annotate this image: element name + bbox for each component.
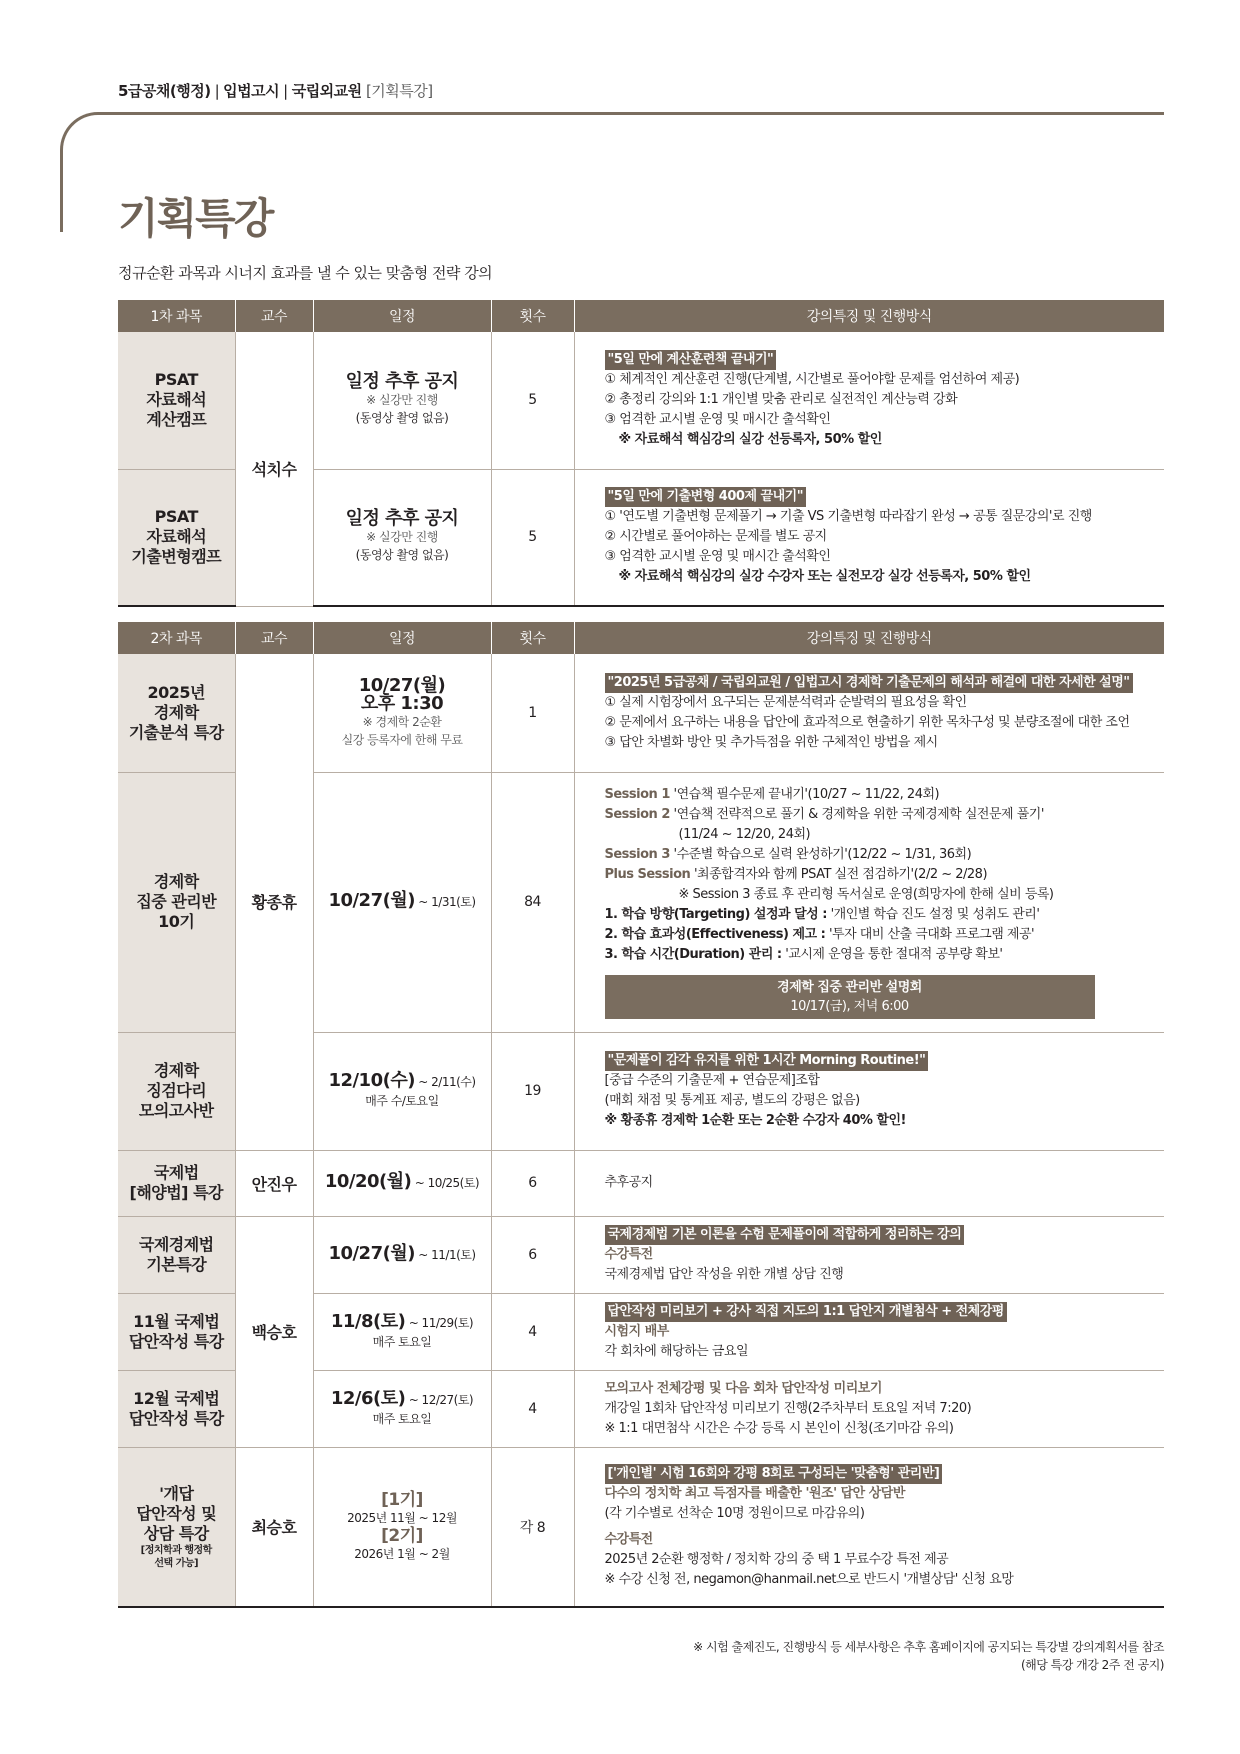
- count-cell: 4: [491, 1370, 574, 1447]
- count-cell: 1: [491, 654, 574, 772]
- subject-cell: 경제학 징검다리 모의고사반: [118, 1032, 235, 1150]
- subject-cell: 국제경제법 기본특강: [118, 1216, 235, 1293]
- features-cell: "5일 만에 기출변형 400제 끝내기" ① '연도별 기출변형 문제풀기 → 기출 VS 기출변형 따라잡기 완성 → 공통 질문강의'로 진행 ② 시간별로 풀어야하는 문제를 별도 공지 ③ 엄격한 교시별 운영 및 매시간 출석확인 ※ 자료해석 핵심강의 실강 수강자 또는 실전모강 실강 선등록자, 50% 할인: [574, 469, 1164, 606]
- briefing-box: 경제학 집중 관리반 설명회 10/17(금), 저녁 6:00: [605, 975, 1095, 1019]
- col-schedule: 일정: [313, 622, 491, 654]
- subject-cell: 2025년 경제학 기출분석 특강: [118, 654, 235, 772]
- page-title: 기획특강: [118, 194, 273, 243]
- subject-cell: PSAT 자료해석 계산캠프: [118, 332, 235, 469]
- second-round-table: [118, 622, 1164, 1608]
- footnote: ※ 시험 출제진도, 진행방식 등 세부사항은 추후 홈페이지에 공지되는 특강별 강의계획서를 참조 (해당 특강 개강 2주 전 공지): [693, 1640, 1164, 1672]
- first-round-table: [118, 300, 1164, 607]
- header-exam-3: 국립외교원: [291, 82, 362, 100]
- col-count: 횟수: [491, 300, 574, 332]
- schedule-cell: 10/27(월) ~ 1/31(토): [313, 772, 491, 1032]
- professor-cell: 백승호: [235, 1216, 313, 1447]
- count-cell: 19: [491, 1032, 574, 1150]
- professor-cell: 최승호: [235, 1447, 313, 1607]
- header-exam-2: 입법고시: [223, 82, 280, 100]
- features-cell: Session 1 '연습책 필수문제 끝내기'(10/27 ~ 11/22, 24회) Session 2 '연습책 전략적으로 풀기 & 경제학을 위한 국제경제학 실전문제 풀기' (11/24 ~ 12/20, 24회) Session 3 '수준별 학습으로 실력 완성하기'(12/22 ~ 1/31, 36회) Plus Session '최종합격자와 함께 PSAT 실전 점검하기'(2/2 ~ 2/28) ※ Session 3 종료 후 관리형 독서실로 운영(희망자에 한해 실비 등록) 1. 학습 방향(Targeting) 설정과 달성 : '개인별 학습 진도 설정 및 성취도 관리' 2. 학습 효과성(Effectiveness) 제고 : '투자 대비 산출 극대화 프로그램 제공' 3. 학습 시간(Duration) 관리 : '교시제 운영을 통한 절대적 공부량 확보' 경제학 집중 관리반 설명회 10/17(금), 저녁 6:00: [574, 772, 1164, 1032]
- schedule-cell: 10/20(월) ~ 10/25(토): [313, 1150, 491, 1216]
- professor-cell: 황종휴: [235, 654, 313, 1150]
- table-row: [118, 1150, 1164, 1216]
- col-features: 강의특징 및 진행방식: [574, 622, 1164, 654]
- table-row: [118, 1216, 1164, 1293]
- table-row: [118, 1447, 1164, 1607]
- col-subject: 2차 과목: [118, 622, 235, 654]
- col-subject: 1차 과목: [118, 300, 235, 332]
- features-cell: 답안작성 미리보기 + 강사 직접 지도의 1:1 답안지 개별첨삭 + 전체강평 시험지 배부 각 회차에 해당하는 금요일: [574, 1293, 1164, 1370]
- features-cell: "2025년 5급공채 / 국립외교원 / 입법고시 경제학 기출문제의 해석과 해결에 대한 자세한 설명" ① 실제 시험장에서 요구되는 문제분석력과 순발력의 필요성을 확인 ② 문제에서 요구하는 내용을 답안에 효과적으로 현출하기 위한 목차구성 및 분량조절에 대한 조언 ③ 답안 차별화 방안 및 추가득점을 위한 구체적인 방법을 제시: [574, 654, 1164, 772]
- header-exam-1: 5급공채(행정): [118, 82, 211, 100]
- col-schedule: 일정: [313, 300, 491, 332]
- table-row: [118, 332, 1164, 469]
- features-cell: "문제풀이 감각 유지를 위한 1시간 Morning Routine!" [중급 수준의 기출문제 + 연습문제]조합 (매회 채점 및 통계표 제공, 별도의 강평은 없음) ※ 황종휴 경제학 1순환 또는 2순환 수강자 40% 할인!: [574, 1032, 1164, 1150]
- schedule-cell: 일정 추후 공지 ※ 실강만 진행 (동영상 촬영 없음): [313, 332, 491, 469]
- features-cell: 국제경제법 기본 이론을 수험 문제풀이에 적합하게 정리하는 강의 수강특전 국제경제법 답안 작성을 위한 개별 상담 진행: [574, 1216, 1164, 1293]
- features-cell: 추후공지: [574, 1150, 1164, 1216]
- col-count: 횟수: [491, 622, 574, 654]
- count-cell: 4: [491, 1293, 574, 1370]
- col-professor: 교수: [235, 300, 313, 332]
- subject-cell: 국제법 [해양법] 특강: [118, 1150, 235, 1216]
- schedule-cell: 10/27(월) ~ 11/1(토): [313, 1216, 491, 1293]
- count-cell: 6: [491, 1216, 574, 1293]
- professor-cell: 안진우: [235, 1150, 313, 1216]
- page-subtitle: 정규순환 과목과 시너지 효과를 낼 수 있는 맞춤형 전략 강의: [118, 264, 493, 282]
- subject-cell: '개답 답안작성 및 상담 특강 [정치학과 행정학 선택 가능]: [118, 1447, 235, 1607]
- top-header: 5급공채(행정) | 입법고시 | 국립외교원 [기획특강]: [118, 82, 433, 100]
- schedule-cell: [1기] 2025년 11월 ~ 12월 [2기] 2026년 1월 ~ 2월: [313, 1447, 491, 1607]
- table-row: [118, 654, 1164, 772]
- schedule-cell: 11/8(토) ~ 11/29(토) 매주 토요일: [313, 1293, 491, 1370]
- features-cell: 모의고사 전체강평 및 다음 회차 답안작성 미리보기 개강일 1회차 답안작성 미리보기 진행(2주차부터 토요일 저녁 7:20) ※ 1:1 대면첨삭 시간은 수강 등록 시 본인이 신청(조기마감 유의): [574, 1370, 1164, 1447]
- col-professor: 교수: [235, 622, 313, 654]
- schedule-cell: 10/27(월) 오후 1:30 ※ 경제학 2순환 실강 등록자에 한해 무료: [313, 654, 491, 772]
- count-cell: 6: [491, 1150, 574, 1216]
- count-cell: 84: [491, 772, 574, 1032]
- count-cell: 각 8: [491, 1447, 574, 1607]
- subject-cell: 11월 국제법 답안작성 특강: [118, 1293, 235, 1370]
- subject-cell: PSAT 자료해석 기출변형캠프: [118, 469, 235, 606]
- features-cell: ['개인별' 시험 16회와 강평 8회로 구성되는 '맞춤형' 관리반] 다수의 정치학 최고 득점자를 배출한 '원조' 답안 상담반 (각 기수별로 선착순 10명 정원이므로 마감유의) 수강특전 2025년 2순환 행정학 / 정치학 강의 중 택 1 무료수강 특전 제공 ※ 수강 신청 전, negamon@hanmail.net으로 반드시 '개별상담' 신청 요망: [574, 1447, 1164, 1607]
- count-cell: 5: [491, 469, 574, 606]
- schedule-cell: 12/6(토) ~ 12/27(토) 매주 토요일: [313, 1370, 491, 1447]
- count-cell: 5: [491, 332, 574, 469]
- features-cell: "5일 만에 계산훈련책 끝내기" ① 체계적인 계산훈련 진행(단계별, 시간별로 풀어야할 문제를 엄선하여 제공) ② 총정리 강의와 1:1 개인별 맞춤 관리로 실전적인 계산능력 강화 ③ 엄격한 교시별 운영 및 매시간 출석확인 ※ 자료해석 핵심강의 실강 선등록자, 50% 할인: [574, 332, 1164, 469]
- schedule-cell: 12/10(수) ~ 2/11(수) 매주 수/토요일: [313, 1032, 491, 1150]
- subject-cell: 경제학 집중 관리반 10기: [118, 772, 235, 1032]
- professor-cell: 석치수: [235, 332, 313, 606]
- col-features: 강의특징 및 진행방식: [574, 300, 1164, 332]
- header-tag: [기획특강]: [365, 82, 433, 100]
- schedule-cell: 일정 추후 공지 ※ 실강만 진행 (동영상 촬영 없음): [313, 469, 491, 606]
- subject-cell: 12월 국제법 답안작성 특강: [118, 1370, 235, 1447]
